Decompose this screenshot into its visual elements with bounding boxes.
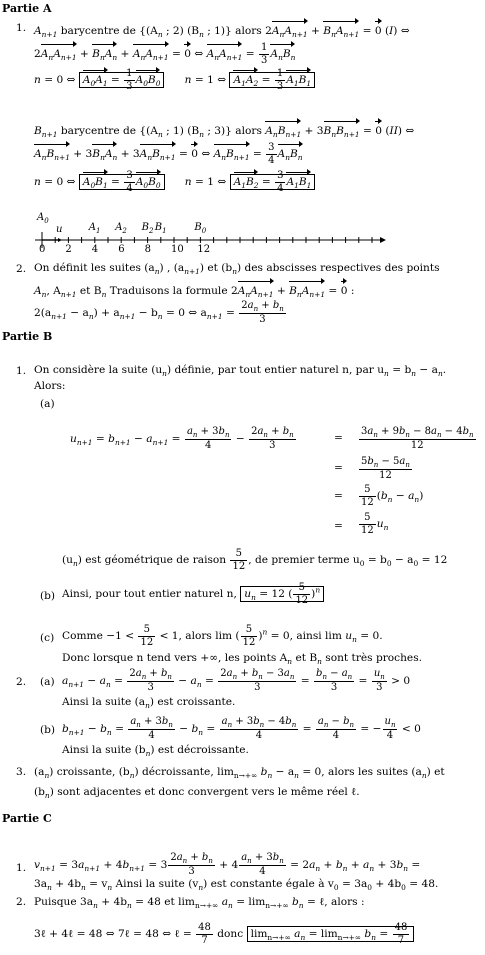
vector: $A_nA_{n+1}$ xyxy=(133,43,169,63)
text: = 48. xyxy=(409,878,439,890)
text: = b xyxy=(392,364,412,376)
axis-point-label: $B_2$ xyxy=(141,222,154,235)
fraction: $\frac{2a_n + b_n}{3}$ xyxy=(251,426,294,452)
axis-tick-label: 12 xyxy=(197,244,211,255)
fraction: $\frac{5}{12}$ xyxy=(140,624,154,648)
text: ; 2) (B xyxy=(165,25,200,37)
vector: $B_nA_n$ xyxy=(92,43,117,63)
vector: $A_1A_2$ xyxy=(233,69,258,89)
text: ) et xyxy=(426,766,445,778)
text: = b xyxy=(367,554,387,566)
partB-calc-line1: $u_{n+1} = b_{n+1} - a_{n+1}$ = $\frac{a_n + 3b_n}{4}$ − $\frac{2a_n + b_n}{3}$ xyxy=(70,426,294,452)
text: Ainsi la suite (v xyxy=(115,878,199,890)
fraction: $\frac{a_n + 3b_n - 4b_n}{4}$ xyxy=(221,716,297,742)
vector: $A_nB_n$ xyxy=(278,143,303,163)
partA-line2: $2A_nA_{n+1} + B_nA_n + A_nA_{n+1} = 0$ ⇔ $A_nA_{n+1}$ = $\frac{1}{3}$ $A_nB_n$ xyxy=(34,42,296,66)
partA-item2-formula: $2(a_{n+1} - a_n) + a_{n+1} - b_n = 0$ ⇔ $a_{n+1}$ = $\frac{2a_n + b_n}{3}$ xyxy=(34,300,284,326)
text: , A xyxy=(46,285,61,297)
fraction: $\frac{3}{4}$ xyxy=(126,170,133,194)
text: et B xyxy=(295,652,318,664)
vector: 0 xyxy=(375,20,382,38)
text: , de premier terme u xyxy=(248,554,360,566)
text: − a xyxy=(70,306,89,319)
text: = 48 et lim xyxy=(135,896,195,908)
axis-tick-label: 8 xyxy=(144,244,151,255)
vector: $A_0B_0$ xyxy=(136,171,161,191)
text: ; 1)} alors 2 xyxy=(207,25,272,37)
axis-point-label: $B_1$ xyxy=(154,222,167,235)
text: Ainsi, pour tout entier naturel n, xyxy=(62,588,237,600)
partB-calc-r3: $\frac{5}{12}$ $(b_n - a_n)$ xyxy=(361,484,424,508)
partB-calc-r4: $\frac{5}{12}$ $u_n$ xyxy=(361,512,389,536)
text: sont très proches. xyxy=(325,652,423,664)
fraction: $\frac{a_n - b_n}{4}$ xyxy=(317,716,354,742)
fraction: $\frac{a_n + 3b_n}{4}$ xyxy=(186,426,230,452)
text: Ainsi la suite (b xyxy=(62,744,146,756)
text: = xyxy=(225,306,235,319)
vector: $A_nA_{n+1}$ xyxy=(238,280,274,300)
partC-item1-formula: $v_{n+1} = 3a_{n+1} + 4b_{n+1} = 3$ $\frac{2a_n + b_n}{3}$ + 4 $\frac{a_n + 3b_n}{4}$ = $2a_n + b_n + a_n + 3b_n$ = xyxy=(34,852,421,878)
partB-sub2a-formula: $a_{n+1} - a_n$ = $\frac{2a_n + b_n}{3}$ − $a_n$ = $\frac{2a_n + b_n - 3a_n}{3}$ = $\frac{b_n - a_n}{3}$ = $\frac{u_n}{3}$ > 0 xyxy=(62,668,411,694)
text: − a xyxy=(419,364,438,376)
boxed-formula: $A_1A_2$ = $\frac{1}{3}$ $A_1B_1$ xyxy=(229,72,315,88)
text: ) est géométrique de raison xyxy=(77,554,227,566)
text: Comme −1 < xyxy=(62,630,135,642)
partB-item3-number: 3. xyxy=(16,766,27,778)
partC-item2-formula xyxy=(34,922,414,946)
partA-line1: $A_{n+1}$ barycentre de {($A_n$ ; 2) ($B_n$ ; 1)} alors $2A_nA_{n+1} + B_nA_{n+1} = 0$ (I) ⇔ xyxy=(34,20,410,40)
text: − b xyxy=(138,306,158,319)
boxed-formula: $\lim_{n\to+\infty} a_n = \lim_{n\to+\infty} b_n$ = $\frac{48}{7}$ xyxy=(247,926,415,942)
fraction: $\frac{5}{12}$ xyxy=(361,484,374,508)
partB-item2-number: 2. xyxy=(16,676,27,688)
partC-item2-line1: Puisque $3a_n + 4b_n = 48$ et $\lim_{n\to+\infty} a_n = \lim_{n\to+\infty} b_n$ = ℓ, alors : xyxy=(34,896,365,911)
fraction: $\frac{5}{12}$ xyxy=(361,512,374,536)
text: a xyxy=(221,896,229,908)
text: ; 1) (B xyxy=(166,125,200,137)
text: : xyxy=(350,285,355,297)
partA-line4: $B_{n+1}$ barycentre de {($A_n$ ; 1) ($B_n$ ; 3)} alors $A_nB_{n+1} + 3B_nB_{n+1} = 0$ (II) ⇔ xyxy=(34,120,414,140)
text: ) est décroissante. xyxy=(150,744,249,756)
vector: $A_0B_0$ xyxy=(136,69,161,89)
axis-point-label: $B_0$ xyxy=(194,222,207,235)
partB-sub-c-line1: Comme −1 < $\frac{5}{12}$ < 1, alors lim ( $\frac{5}{12}$ )$^n$ = 0, ainsi $\lim u_n = 0$. xyxy=(62,624,383,648)
text: − a xyxy=(394,554,414,566)
vector: $B_nB_{n+1}$ xyxy=(324,120,360,140)
partA-item1-number: 1. xyxy=(16,22,27,34)
text: ) décroissante, xyxy=(134,766,214,778)
equals-sign: = xyxy=(334,520,343,532)
text: donc xyxy=(217,928,244,940)
text: ) définie, par tout entier naturel n, par u xyxy=(166,364,385,376)
text: ; 3)} alors xyxy=(207,125,262,137)
text: et B xyxy=(79,285,102,297)
fraction: $\frac{2a_n + b_n - 3a_n}{3}$ xyxy=(220,668,295,694)
partA-item2-line1: On définit les suites $(a_n)$ , $(a_{n+1})$ et $(b_n)$ des abscisses respectives des points xyxy=(34,262,440,277)
text: = 0 ⇔ a xyxy=(165,306,207,319)
partA-line3: n = 0 ⇔ $A_0A_1$ = $\frac{1}{3}$ $A_0B_0$ n = 1 ⇔ $A_1A_2$ = $\frac{1}{3}$ $A_1B_1$ xyxy=(34,68,315,92)
boxed-formula: $u_n = 12$ ( $\frac{5}{12}$ )$^n$ xyxy=(240,586,324,602)
equals-sign: = xyxy=(334,432,343,444)
text: ) des abscisses respectives des points xyxy=(236,262,440,274)
fraction: $\frac{1}{3}$ xyxy=(126,68,133,92)
text: ) et (b xyxy=(199,262,233,274)
partB-title: Partie B xyxy=(2,330,53,343)
text: ) croissante, (b xyxy=(49,766,130,778)
text: = 3a xyxy=(341,878,368,890)
text: = v xyxy=(89,878,108,890)
text: ) sont adjacentes et donc convergent vers le même réel ℓ. xyxy=(49,786,360,798)
vector: $A_nB_{n+1}$ xyxy=(34,143,70,163)
vector: 0 xyxy=(191,143,198,161)
text: = 12 xyxy=(421,554,448,566)
text: − a xyxy=(275,766,295,778)
text: = 0, ainsi lim xyxy=(270,630,342,642)
text: ) est croissante. xyxy=(149,696,236,708)
vector: $A_nB_{n+1}$ xyxy=(214,143,250,163)
vector: $A_nA_{n+1}$ xyxy=(41,43,77,63)
partB-item1-number: 1. xyxy=(16,365,27,377)
partC-item2-number: 2. xyxy=(16,896,27,908)
axis-tick-label: 10 xyxy=(171,244,184,255)
text: + 4b xyxy=(375,878,402,890)
vector: $A_1B_2$ xyxy=(234,171,259,191)
axis-u-label: u xyxy=(56,224,63,235)
text: On considère la suite (u xyxy=(34,364,163,376)
boxed-formula: $A_1B_2$ = $\frac{3}{4}$ $A_1B_1$ xyxy=(230,174,316,190)
fraction: $\frac{5}{12}$ xyxy=(295,582,309,606)
vector: $A_1B_1$ xyxy=(286,69,311,89)
fraction: $\frac{5}{12}$ xyxy=(242,624,256,648)
text: + 4b xyxy=(101,896,127,908)
partB-item3-line2: $(b_n)$ sont adjacentes et donc convergent vers le même réel ℓ. xyxy=(34,786,360,801)
partC-item1-line2: $3a_n + 4b_n = v_n$ Ainsi la suite $(v_n)$ est constante égale à $v_0 = 3a_0 + 4b_0 = 48$. xyxy=(34,878,439,893)
fraction: $\frac{3}{4}$ xyxy=(277,170,284,194)
text: Traduisons la formule 2 xyxy=(109,285,238,297)
fraction: $\frac{2a_n + b_n}{3}$ xyxy=(241,300,284,326)
text: 2(a xyxy=(34,306,52,319)
text: 3a xyxy=(34,878,48,890)
vector: $A_nB_n$ xyxy=(270,43,295,63)
fraction: $\frac{a_n + 3b_n}{4}$ xyxy=(241,852,284,878)
vector: $A_0A_1$ xyxy=(83,69,108,89)
fraction: $\frac{3a_n + 9b_n - 8a_n - 4b_n}{12}$ xyxy=(361,426,474,452)
partA-item2-number: 2. xyxy=(16,263,27,275)
text: Ainsi la suite (a xyxy=(62,696,146,708)
partB-sub2b-conclusion: Ainsi la suite $(b_n)$ est décroissante. xyxy=(62,744,249,759)
text: = lim xyxy=(236,896,266,908)
partB-sub-c-line2: Donc lorsque n tend vers +∞, les points $A_n$ et $B_n$ sont très proches. xyxy=(62,652,423,667)
axis-origin-letter: A xyxy=(37,212,45,223)
text: u xyxy=(345,630,353,642)
text: ) + a xyxy=(93,306,120,319)
fraction: $\frac{b_n - a_n}{3}$ xyxy=(316,668,353,694)
text: < 1, alors lim xyxy=(159,630,233,642)
partB-sub-a-label: (a) xyxy=(40,398,55,410)
axis-tick-label: 2 xyxy=(65,244,72,255)
fraction: $\frac{2a_n + b_n}{3}$ xyxy=(129,668,172,694)
text: Donc lorsque n tend vers +∞, les points A xyxy=(62,652,288,664)
partB-item3-line1: $(a_n)$ croissante, $(b_n)$ décroissante, $\lim_{n\to+\infty} b_n - a_n = 0$, alors les suites $(a_n)$ et xyxy=(34,766,445,781)
vector: $B_nA_{n+1}$ xyxy=(289,280,325,300)
axis-tick-label: 4 xyxy=(91,244,99,255)
partB-sub2a-conclusion: Ainsi la suite $(a_n)$ est croissante. xyxy=(62,696,236,711)
equals-sign: = xyxy=(334,490,343,502)
partC-item1-number: 1. xyxy=(16,862,27,874)
vector: $A_nA_{n+1}$ xyxy=(207,43,243,63)
fraction: $\frac{u_n}{4}$ xyxy=(384,716,396,742)
fraction: $\frac{1}{3}$ xyxy=(261,42,268,66)
axis-tick-label: 0 xyxy=(39,244,46,255)
vector: $B_nA_{n+1}$ xyxy=(323,20,359,40)
text: ) est constante égale à v xyxy=(203,878,334,890)
partB-sub2b-label: (b) xyxy=(40,724,56,736)
text: A xyxy=(34,285,42,297)
vector: $A_nA_{n+1}$ xyxy=(272,20,308,40)
vector: $B_nA_n$ xyxy=(92,143,117,163)
text: barycentre de {(A xyxy=(60,25,158,37)
text: (b xyxy=(34,786,45,798)
partB-geo-line: $(u_n)$ est géométrique de raison $\frac{5}{12}$ , de premier terme $u_0 = b_0 - a_0 = 12$ xyxy=(62,548,448,572)
text: (a xyxy=(34,766,45,778)
text: (u xyxy=(62,554,73,566)
axis-point-label: $A_2$ xyxy=(115,222,127,235)
fraction: $\frac{3}{4}$ xyxy=(268,142,275,166)
axis-origin-label: $A_0$ xyxy=(37,212,49,225)
partB-calc-r1 xyxy=(358,426,477,452)
text: b xyxy=(292,896,299,908)
text: b xyxy=(260,766,268,778)
partB-sub2a-label: (a) xyxy=(40,676,55,688)
boxed-formula: $A_0B_1$ = $\frac{3}{4}$ $A_0B_0$ xyxy=(79,174,165,190)
axis-point-label: $A_1$ xyxy=(88,222,101,235)
fraction: $\frac{u_n}{3}$ xyxy=(373,668,385,694)
fraction: $\frac{2a_n + b_n}{3}$ xyxy=(170,852,213,878)
vector: 0 xyxy=(184,43,191,61)
partA-line5: $A_nB_{n+1} + 3B_nA_n + 3A_nB_{n+1} = 0$ ⇔ $A_nB_{n+1}$ = $\frac{3}{4}$ $A_nB_n$ xyxy=(34,142,303,166)
partB-sub-c-label: (c) xyxy=(40,632,55,644)
text: On définit les suites (a xyxy=(34,262,155,274)
text: barycentre de {(A xyxy=(60,125,158,137)
vector: 0 xyxy=(341,280,348,298)
fraction: $\frac{1}{3}$ xyxy=(276,68,284,92)
axis-tick-label: 6 xyxy=(118,244,125,255)
partA-title: Partie A xyxy=(2,2,52,15)
vector: $A_nB_{n+1}$ xyxy=(140,143,176,163)
vector: 0 xyxy=(375,120,382,138)
text: + 4b xyxy=(55,878,81,890)
partB-item1-alors: Alors: xyxy=(34,380,66,392)
partB-item1-line1: On considère la suite $(u_n)$ définie, par tout entier naturel n, par $u_n = b_n - a_n$. xyxy=(34,364,447,379)
text: ) , (a xyxy=(159,262,185,274)
partB-calc-r2 xyxy=(358,456,413,482)
text: = 0. xyxy=(360,630,383,642)
fraction: $\frac{48}{7}$ xyxy=(198,922,211,946)
partB-sub2b-formula: $b_{n+1} - b_n$ = $\frac{a_n + 3b_n}{4}$ − $b_n$ = $\frac{a_n + 3b_n - 4b_n}{4}$ = $\frac{a_n - b_n}{4}$ = − $\frac{u_n}{4}$ < 0 xyxy=(62,716,421,742)
partB-sub-b-line xyxy=(62,582,324,606)
partA-line6: n = 0 ⇔ $A_0B_1$ = $\frac{3}{4}$ $A_0B_0$ n = 1 ⇔ $A_1B_2$ = $\frac{3}{4}$ $A_1B_1$ xyxy=(34,170,315,194)
vector: $A_nB_{n+1}$ xyxy=(265,120,301,140)
fraction: $\frac{5}{12}$ xyxy=(232,548,246,572)
text: = ℓ, alors : xyxy=(306,896,365,908)
partC-title: Partie C xyxy=(2,812,52,825)
fraction: $\frac{a_n + 3b_n}{4}$ xyxy=(130,716,173,742)
boxed-formula: $A_0A_1$ = $\frac{1}{3}$ $A_0B_0$ xyxy=(79,72,165,88)
partA-item2-line2: $A_n$, $A_{n+1}$ et $B_n$ Traduisons la formule $2A_nA_{n+1} + B_nA_{n+1} = 0$ : xyxy=(34,280,354,300)
text: Puisque 3a xyxy=(34,896,94,908)
text: 3ℓ + 4ℓ = 48 ⇔ 7ℓ = 48 ⇔ ℓ = xyxy=(34,928,192,940)
fraction: $\frac{5b_n - 5a_n}{12}$ xyxy=(361,456,410,482)
equals-sign: = xyxy=(334,462,343,474)
partB-sub-b-label: (b) xyxy=(40,590,56,602)
vector: $A_1B_1$ xyxy=(286,171,311,191)
fraction: $\frac{48}{7}$ xyxy=(394,922,408,946)
text: = 0, alors les suites (a xyxy=(302,766,422,778)
vector: $A_0B_1$ xyxy=(83,171,108,191)
